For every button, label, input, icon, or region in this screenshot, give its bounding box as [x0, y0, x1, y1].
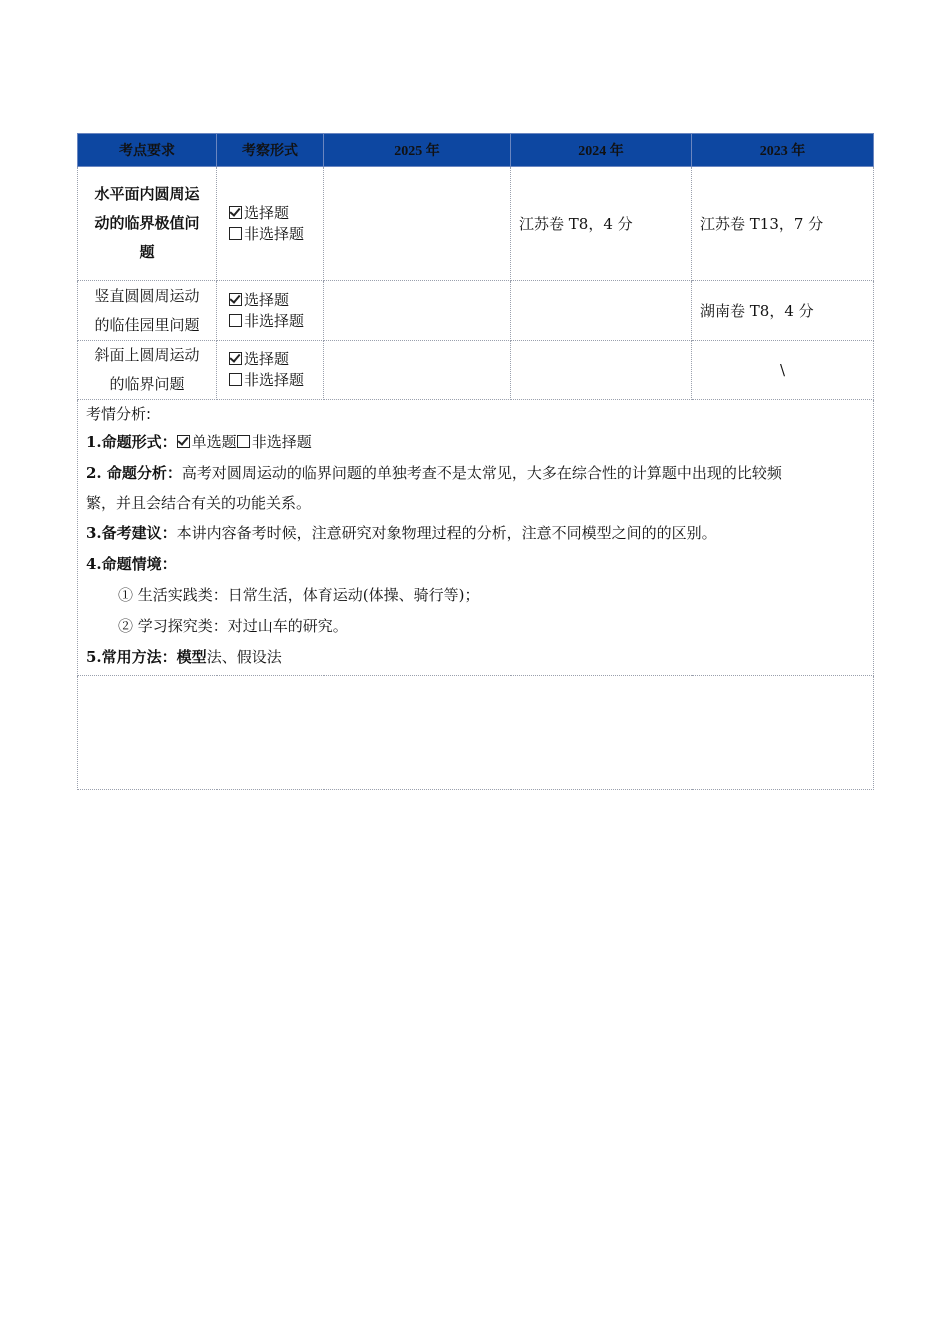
year-2025-cell — [324, 341, 511, 400]
topic-line: 的临佳园里问题 — [94, 315, 200, 334]
table-row — [78, 281, 874, 341]
year-2024-cell — [511, 341, 692, 400]
table-row — [78, 167, 874, 281]
header-year-2025: 2025 年 — [324, 134, 511, 167]
form-option-choice: 选择题 — [229, 290, 315, 311]
topic-line: 竖直圆圆周运动 — [94, 286, 200, 305]
checked-box-icon — [229, 206, 242, 219]
analysis-item-analysis: 2. 命题分析：高考对圆周运动的临界问题的单独考查不是太常见，大多在综合性的计算题中出现的比较频 繁，并且会结合有关的功能关系。 — [86, 464, 782, 512]
form-option-choice: 选择题 — [229, 203, 315, 224]
year-2025-cell — [324, 281, 511, 341]
unchecked-box-icon — [229, 373, 242, 386]
unchecked-box-icon — [237, 435, 250, 448]
topic-cell — [78, 281, 217, 341]
header-exam-requirement: 考点要求 — [78, 134, 217, 167]
analysis-context-sub-2: ② 学习探究类：对过山车的研究。 — [118, 617, 348, 635]
year-2025-cell — [324, 167, 511, 281]
analysis-heading: 考情分析: — [86, 405, 152, 423]
form-cell — [217, 167, 324, 281]
exam-point-table — [77, 133, 874, 790]
form-option-non-choice: 非选择题 — [229, 224, 315, 245]
checked-box-icon — [177, 435, 190, 448]
analysis-context-sub-1: ① 生活实践类：日常生活，体育运动(体操、骑行等)； — [118, 586, 480, 604]
year-2023-cell: 湖南卷 T8，4 分 — [692, 281, 874, 341]
analysis-cell — [78, 400, 874, 676]
analysis-item-context: 4.命题情境： — [86, 555, 177, 573]
topic-line: 的临界问题 — [109, 375, 185, 393]
analysis-item-advice: 3.备考建议：本讲内容备考时候，注意研究对象物理过程的分析，注意不同模型之间的的区别。 — [86, 524, 717, 542]
form-option-non-choice: 非选择题 — [229, 370, 315, 391]
form-option-choice: 选择题 — [229, 349, 315, 370]
header-year-2023: 2023 年 — [692, 134, 874, 167]
form-cell — [217, 281, 324, 341]
exam-analysis-document — [77, 133, 873, 790]
year-2023-cell: 江苏卷 T13，7 分 — [692, 167, 874, 281]
topic-line: 斜面上圆周运动 — [94, 346, 200, 364]
empty-cell — [78, 676, 874, 790]
topic-line: 动的临界极值问 — [94, 214, 200, 232]
empty-row — [78, 676, 874, 790]
analysis-row — [78, 400, 874, 676]
year-2024-cell — [511, 281, 692, 341]
analysis-item-form: 1.命题形式： 单选题 非选择题 — [86, 433, 312, 451]
topic-cell — [78, 167, 217, 281]
checked-box-icon — [229, 352, 242, 365]
unchecked-box-icon — [229, 314, 242, 327]
checked-box-icon — [229, 293, 242, 306]
unchecked-box-icon — [229, 227, 242, 240]
topic-line: 题 — [139, 243, 155, 261]
year-2023-cell: \ — [692, 341, 874, 400]
form-cell — [217, 341, 324, 400]
topic-cell — [78, 341, 217, 400]
table-header-row — [78, 134, 874, 167]
header-year-2024: 2024 年 — [511, 134, 692, 167]
analysis-item-methods: 5.常用方法：模型法、假设法 — [86, 648, 282, 666]
topic-line: 水平面内圆周运 — [94, 185, 200, 203]
year-2024-cell: 江苏卷 T8，4 分 — [511, 167, 692, 281]
form-option-non-choice: 非选择题 — [229, 311, 315, 332]
table-row — [78, 341, 874, 400]
header-exam-form: 考察形式 — [217, 134, 324, 167]
